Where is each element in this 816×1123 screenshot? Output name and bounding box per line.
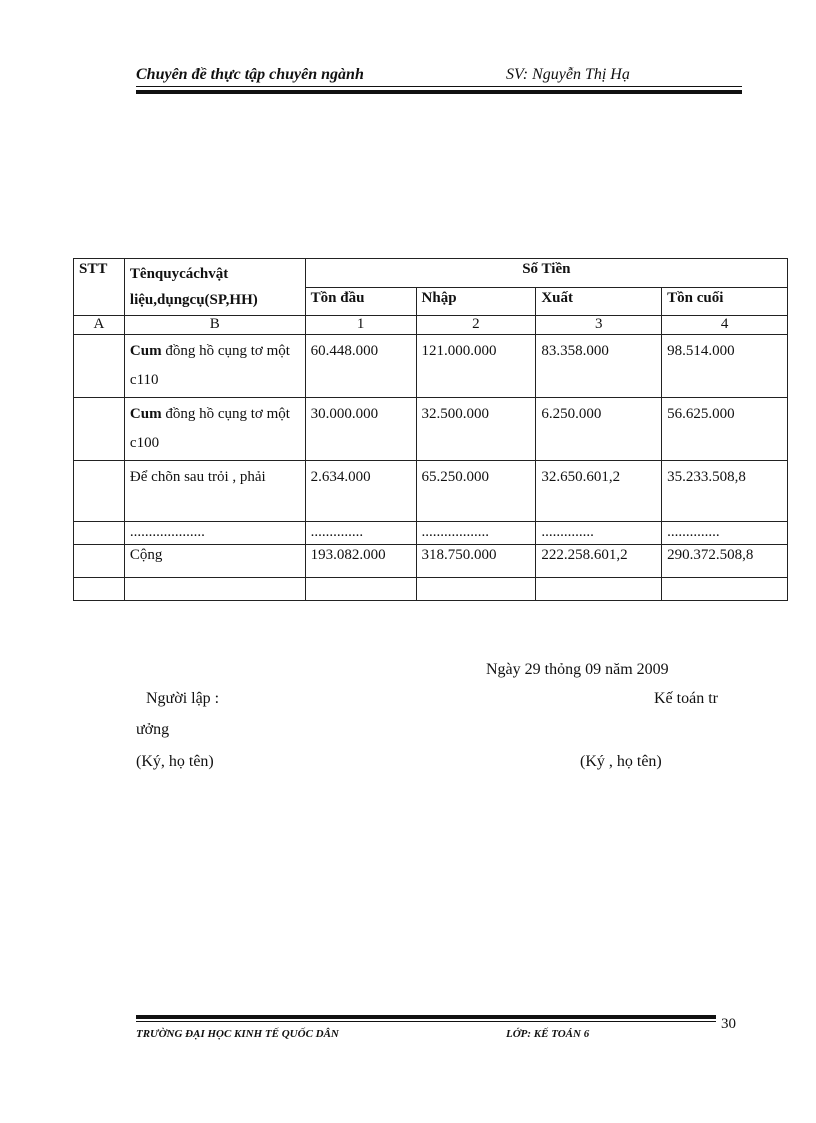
dots-cell: .................... — [124, 522, 305, 545]
item-name: Để chõn sau trỏi , phải — [124, 461, 305, 522]
index-a: A — [74, 316, 125, 335]
inventory-table — [73, 258, 788, 601]
header-course-title: Chuyên đề thực tập chuyên ngành — [136, 66, 364, 83]
dots-cell: .............. — [536, 522, 662, 545]
export-value: 32.650.601,2 — [536, 461, 662, 522]
dots-cell: .............. — [305, 522, 416, 545]
empty-row — [74, 578, 788, 601]
signature-date: Ngày 29 thỏng 09 năm 2009 — [486, 661, 669, 678]
table-row — [74, 398, 788, 461]
accountant-label: Kế toán tr — [654, 690, 718, 707]
total-export: 222.258.601,2 — [536, 545, 662, 578]
total-closing: 290.372.508,8 — [662, 545, 788, 578]
accountant-label-cont: ưởng — [136, 721, 170, 738]
header-export: Xuất — [536, 287, 662, 316]
header-rule-thin — [136, 86, 742, 87]
dots-cell: .............. — [662, 522, 788, 545]
dots-cell: .................. — [416, 522, 536, 545]
total-row — [74, 545, 788, 578]
column-index-row — [74, 316, 788, 335]
header-item-name: Tênquycáchvật liệu,dụngcụ(SP,HH) — [124, 259, 305, 316]
total-opening: 193.082.000 — [305, 545, 416, 578]
table-row — [74, 461, 788, 522]
header-student-name: SV: Nguyễn Thị Hạ — [506, 66, 630, 83]
item-name: Cum đồng hồ cụng tơ một c100 — [124, 398, 305, 461]
import-value: 32.500.000 — [416, 398, 536, 461]
footer-rule-thin — [136, 1021, 716, 1022]
preparer-label: Người lập : — [146, 690, 220, 707]
import-value: 121.000.000 — [416, 335, 536, 398]
footer-university: TRƯỜNG ĐẠI HỌC KINH TẾ QUỐC DÂN — [136, 1028, 339, 1040]
opening-value: 30.000.000 — [305, 398, 416, 461]
total-label: Cộng — [124, 545, 305, 578]
header-closing: Tồn cuối — [662, 287, 788, 316]
closing-value: 35.233.508,8 — [662, 461, 788, 522]
index-4: 4 — [662, 316, 788, 335]
total-import: 318.750.000 — [416, 545, 536, 578]
closing-value: 98.514.000 — [662, 335, 788, 398]
header-money: Số Tiền — [305, 259, 787, 288]
table-row — [74, 335, 788, 398]
index-3: 3 — [536, 316, 662, 335]
export-value: 83.358.000 — [536, 335, 662, 398]
ellipsis-row — [74, 522, 788, 545]
accountant-sign-note: (Ký , họ tên) — [580, 753, 662, 770]
page-number: 30 — [721, 1016, 736, 1032]
index-2: 2 — [416, 316, 536, 335]
preparer-sign-note: (Ký, họ tên) — [136, 753, 214, 770]
export-value: 6.250.000 — [536, 398, 662, 461]
opening-value: 60.448.000 — [305, 335, 416, 398]
opening-value: 2.634.000 — [305, 461, 416, 522]
footer-rule — [136, 1015, 716, 1019]
header-import: Nhập — [416, 287, 536, 316]
item-name: Cum đồng hồ cụng tơ một c110 — [124, 335, 305, 398]
header-stt: STT — [74, 259, 125, 316]
index-1: 1 — [305, 316, 416, 335]
closing-value: 56.625.000 — [662, 398, 788, 461]
header-rule — [136, 90, 742, 94]
index-b: B — [124, 316, 305, 335]
footer-class: LỚP: KẾ TOÁN 6 — [506, 1028, 590, 1040]
import-value: 65.250.000 — [416, 461, 536, 522]
header-opening: Tồn đầu — [305, 287, 416, 316]
